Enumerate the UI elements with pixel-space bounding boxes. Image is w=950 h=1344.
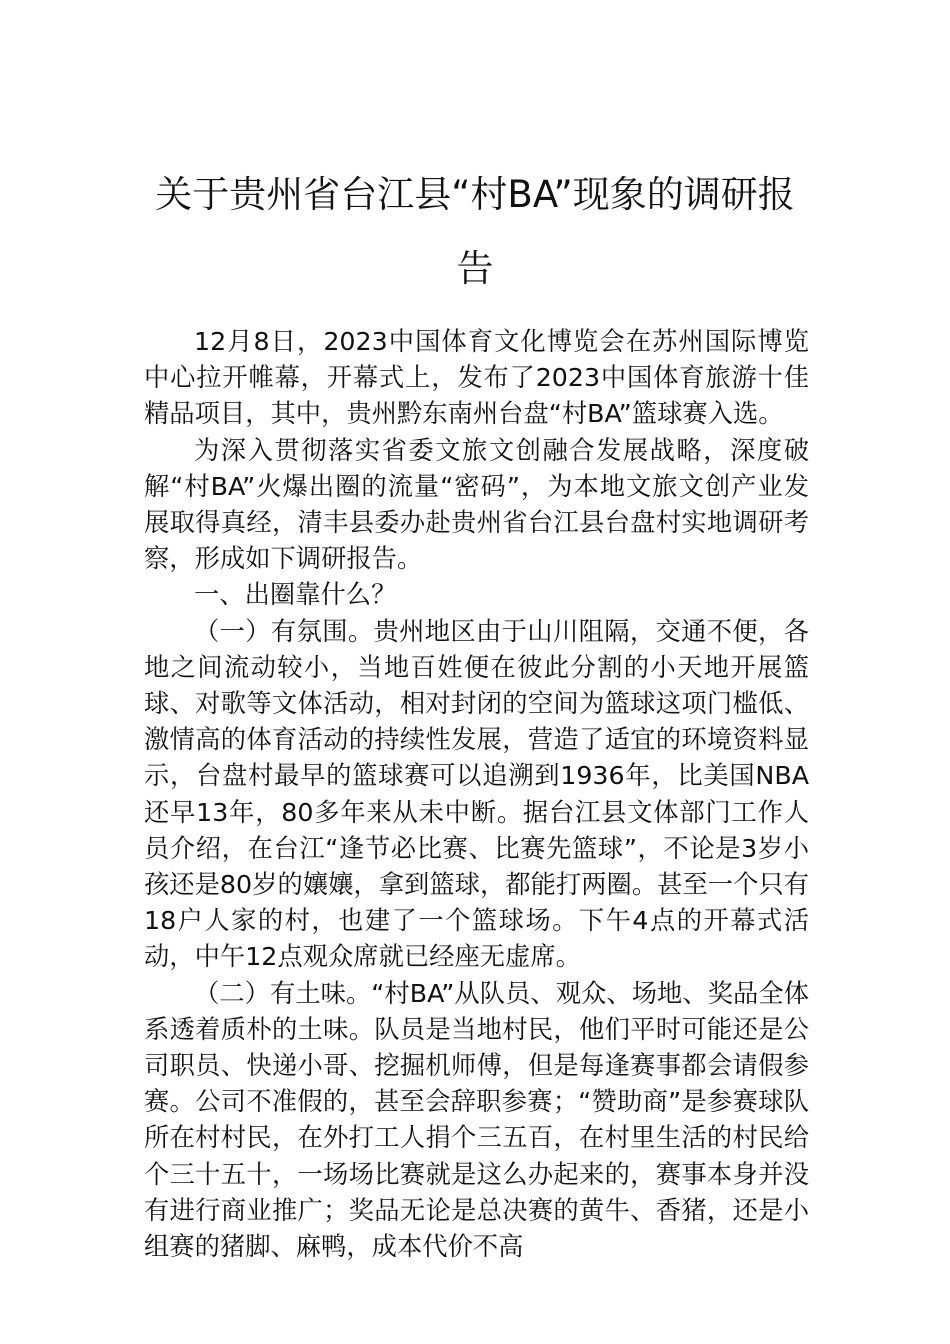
document-title: 关于贵州省台江县“村BA”现象的调研报告 [155,173,795,290]
paragraph-atmosphere: （一）有氛围。贵州地区由于山川阻隔，交通不便，各地之间流动较小，当地百姓便在彼此分割的小天地开展篮球、对歌等文体活动，相对封闭的空间为篮球这项门槛低、激情高的体育活动的持续性发展，营造了适宜的环境资料显示，台盘村最早的篮球赛可以追溯到1936年，比美国NBA还早13年，80多年来从未中断。据台江县文体部门工作人员介绍，在台江“逢节必比赛、比赛先篮球”，不论是3岁小孩还是80岁的孃孃，拿到篮球，都能打两圈。甚至一个只有18户人家的村，也建了一个篮球场。下午4点的开幕式活动，中午12点观众席就已经座无虚席。 [144,616,809,972]
paragraph-purpose: 为深入贯彻落实省委文旅文创融合发展战略，深度破解“村BA”火爆出圈的流量“密码”，为本地文旅文创产业发展取得真经，清丰县委办赴贵州省台江县台盘村实地调研考察，形成如下调研报告。 [144,435,809,574]
document-body [144,324,809,1265]
paragraph-intro: 12月8日，2023中国体育文化博览会在苏州国际博览中心拉开帷幕，开幕式上，发布了2023中国体育旅游十佳精品项目，其中，贵州黔东南州台盘“村BA”篮球赛入选。 [144,327,809,429]
paragraph-local-flavor: （二）有土味。“村BA”从队员、观众、场地、奖品全体系透着质朴的土味。队员是当地村民，他们平时可能还是公司职员、快递小哥、挖掘机师傅，但是每逢赛事都会请假参赛。公司不准假的，甚至会辞职参赛；“赞助商”是参赛球队所在村村民，在外打工人捐个三五百，在村里生活的村民给个三十五十，一场场比赛就是这么办起来的，赛事本身并没有进行商业推广；奖品无论是总决赛的黄牛、香猪，还是小组赛的猪脚、麻鸭，成本代价不高 [144,978,809,1262]
section-heading: 一、出圈靠什么？ [194,580,397,610]
